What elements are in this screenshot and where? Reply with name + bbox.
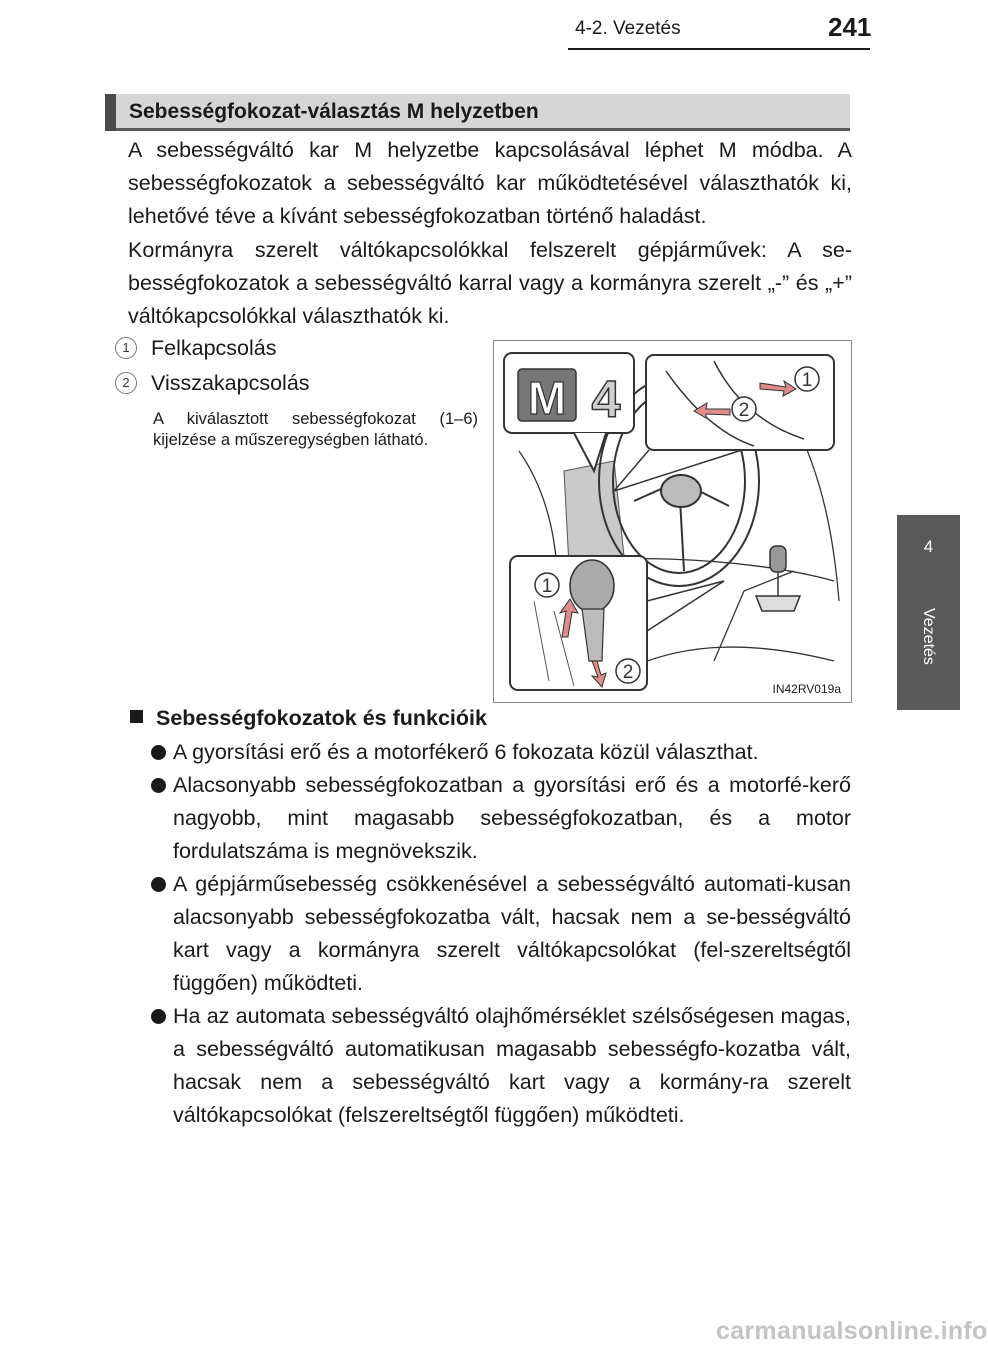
- bullet-text: A gyorsítási erő és a motorfékerő 6 fokozata közül választhat.: [173, 740, 759, 764]
- step-label: Felkapcsolás: [151, 336, 277, 360]
- lever-inset-pointer: [647, 581, 724, 631]
- subsection-heading: [130, 706, 487, 731]
- intro-paragraph: A sebességváltó kar M helyzetbe kapcsolásával léphet M módba. A sebességfokozatok a sebességváltó kar működtetésével választhatók ki, lehetővé téve a kívánt sebességfokozatban történő haladást.: [128, 138, 852, 228]
- bullet-item: [173, 1000, 851, 1132]
- page-number: 241: [828, 12, 872, 42]
- title-accent: [105, 94, 116, 131]
- bullet-text: Ha az automata sebességváltó olajhőmérséklet szélsőségesen magas, a sebességváltó automatikusan magasabb sebességfo-kozatba vált, hacsak nem a sebességváltó kart vagy a kormány-ra szerelt váltókapcsolókat (felszereltségtől függően) működteti.: [173, 1004, 851, 1127]
- header-section: 4-2. Vezetés: [575, 18, 681, 39]
- section-title-bar: [105, 94, 850, 131]
- chapter-side-tab: [897, 515, 960, 710]
- lever-knob: [570, 560, 614, 612]
- chapter-number: 4: [923, 537, 934, 556]
- bullet-dot-icon: [151, 745, 166, 760]
- bullet-item: [173, 769, 851, 868]
- section-title: Sebességfokozat-választás M helyzetben: [129, 100, 539, 123]
- callout-1-label: 1: [801, 370, 813, 391]
- step-label: Visszakapcsolás: [151, 371, 310, 395]
- figure-code: IN42RV019a: [772, 682, 841, 696]
- bullet-dot-icon: [151, 877, 166, 892]
- subsection-title: Sebességfokozatok és funkcióik: [156, 706, 487, 730]
- header-rule: [568, 48, 870, 50]
- step-number: 1: [115, 337, 137, 359]
- shift-illustration: [493, 340, 852, 703]
- center-panel: [564, 461, 624, 566]
- chapter-label: Vezetés: [920, 608, 937, 665]
- bullet-dot-icon: [151, 1009, 166, 1024]
- intro-paragraph: Kormányra szerelt váltókapcsolókkal felszerelt gépjárművek: A se-bességfokozatok a sebességváltó karral vagy a kormányra szerelt „-” és „+” váltókapcsolókkal választhatók ki.: [128, 238, 852, 328]
- step-downshift: [115, 371, 310, 396]
- console-gear-lever: [756, 546, 800, 611]
- step-note: A kiválasztott sebességfokozat (1–6) kijelzése a műszeregységben látható.: [153, 410, 478, 449]
- heading-square-icon: [130, 710, 143, 723]
- display-mode-letter: M: [527, 372, 567, 424]
- display-gear-number: 4: [591, 371, 621, 429]
- bullet-item: [173, 736, 851, 769]
- callout-2-label: 2: [738, 400, 750, 421]
- step-upshift: [115, 336, 276, 361]
- lever-callout-1-label: 1: [541, 576, 553, 597]
- lever-callout-2-label: 2: [622, 662, 634, 683]
- bullet-dot-icon: [151, 778, 166, 793]
- bullet-text: A gépjárműsebesség csökkenésével a sebességváltó automati-kusan alacsonyabb sebességfokozatba vált, hacsak nem a se-bességváltó kart vagy a kormányra szerelt váltókapcsolókat (fel-szereltségtől függően) működteti.: [173, 872, 851, 995]
- illustration-drawing: [494, 341, 851, 702]
- watermark: carmanualsonline.info: [716, 1317, 988, 1345]
- step-number: 2: [115, 372, 137, 394]
- bullet-item: [173, 868, 851, 1000]
- chapter-label-wrap: [913, 608, 943, 698]
- bullet-text: Alacsonyabb sebességfokozatban a gyorsítási erő és a motorfé-kerő nagyobb, mint magasabb sebességfokozatban, és a motor fordulatszáma is megnövekszik.: [173, 773, 851, 863]
